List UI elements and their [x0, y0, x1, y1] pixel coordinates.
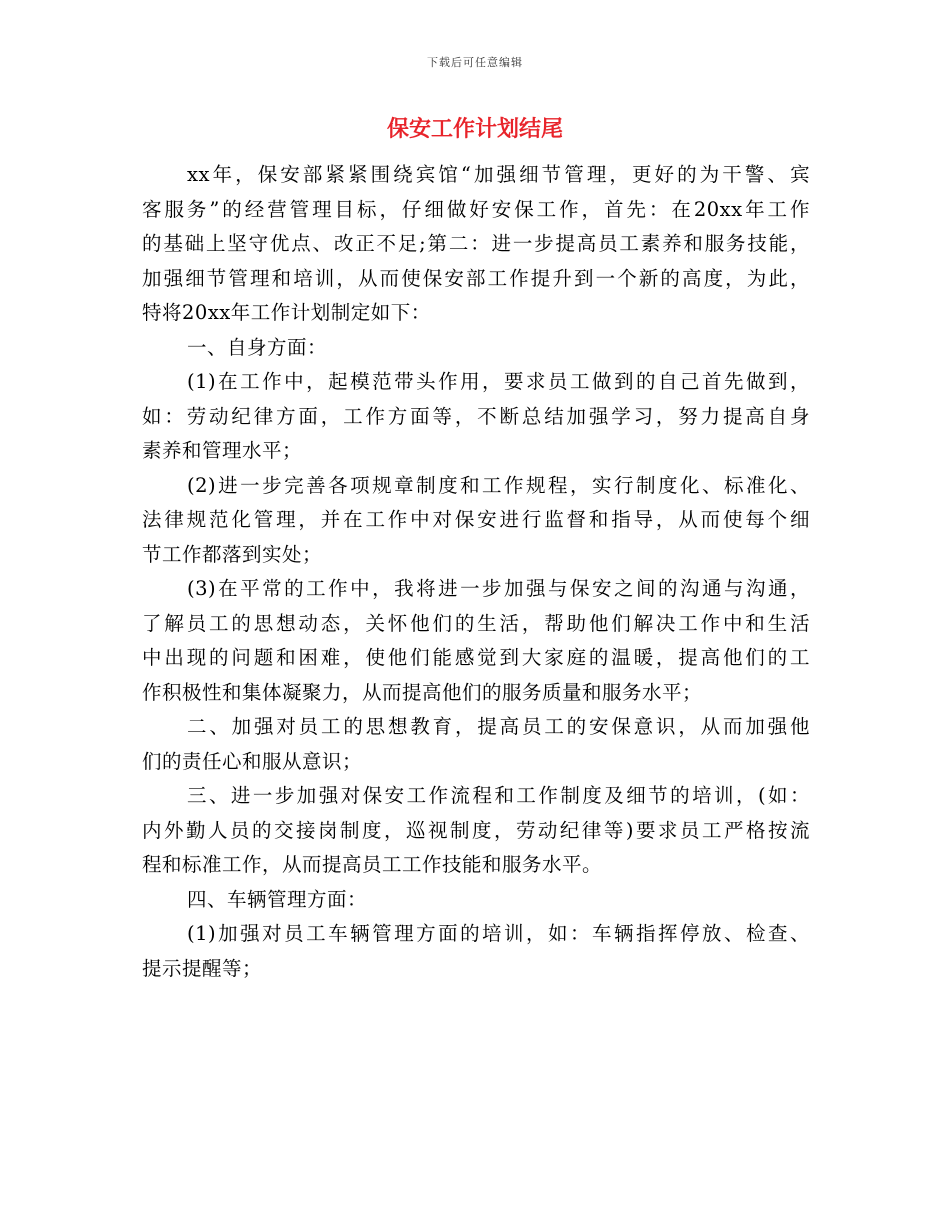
- body-line: (1)加强对员工车辆管理方面的培训，如：车辆指挥停放、检查、: [187, 922, 810, 945]
- body-line: 加强细节管理和培训，从而使保安部工作提升到一个新的高度，为此，: [142, 266, 810, 290]
- body-line: (1)在工作中，起模范带头作用，要求员工做到的自己首先做到，: [187, 370, 810, 393]
- body-line: 如：劳动纪律方面，工作方面等，不断总结加强学习，努力提高自身: [142, 404, 810, 428]
- body-line: (2)进一步完善各项规章制度和工作规程，实行制度化、标准化、: [187, 473, 810, 497]
- body-line: 的基础上坚守优点、改正不足;第二：进一步提高员工素养和服务技能，: [142, 232, 810, 255]
- document-body: [142, 158, 810, 986]
- body-line: 中出现的问题和困难，使他们能感觉到大家庭的温暖，提高他们的工: [142, 646, 810, 669]
- body-line: 内外勤人员的交接岗制度，巡视制度，劳动纪律等)要求员工严格按流: [142, 818, 810, 842]
- body-line: 二、加强对员工的思想教育，提高员工的安保意识，从而加强他: [187, 715, 810, 738]
- header-note: 下载后可任意编辑: [427, 56, 523, 69]
- body-line: 们的责任心和服从意识；: [142, 749, 363, 773]
- body-line: 提示提醒等；: [142, 956, 263, 980]
- body-line: 特将20xx年工作计划制定如下：: [142, 301, 431, 324]
- body-line: 一、自身方面：: [187, 335, 328, 359]
- document-title: 保安工作计划结尾: [386, 117, 563, 142]
- body-line: 三、进一步加强对保安工作流程和工作制度及细节的培训，(如：: [187, 784, 810, 807]
- body-line: 了解员工的思想动态，关怀他们的生活，帮助他们解决工作中和生活: [142, 611, 810, 635]
- body-line: 四、车辆管理方面：: [187, 887, 368, 911]
- body-line: xx年，保安部紧紧围绕宾馆“加强细节管理，更好的为干警、宾: [187, 163, 810, 186]
- body-line: 作积极性和集体凝聚力，从而提高他们的服务质量和服务水平；: [142, 680, 703, 704]
- body-line: 法律规范化管理，并在工作中对保安进行监督和指导，从而使每个细: [142, 508, 810, 531]
- body-line: 节工作都落到实处；: [142, 542, 323, 566]
- body-line: 程和标准工作，从而提高员工工作技能和服务水平。: [142, 853, 603, 876]
- body-line: (3)在平常的工作中，我将进一步加强与保安之间的沟通与沟通，: [187, 577, 810, 600]
- body-line: 素养和管理水平；: [142, 439, 303, 462]
- body-line: 客服务”的经营管理目标，仔细做好安保工作，首先：在20xx年工作: [142, 197, 810, 221]
